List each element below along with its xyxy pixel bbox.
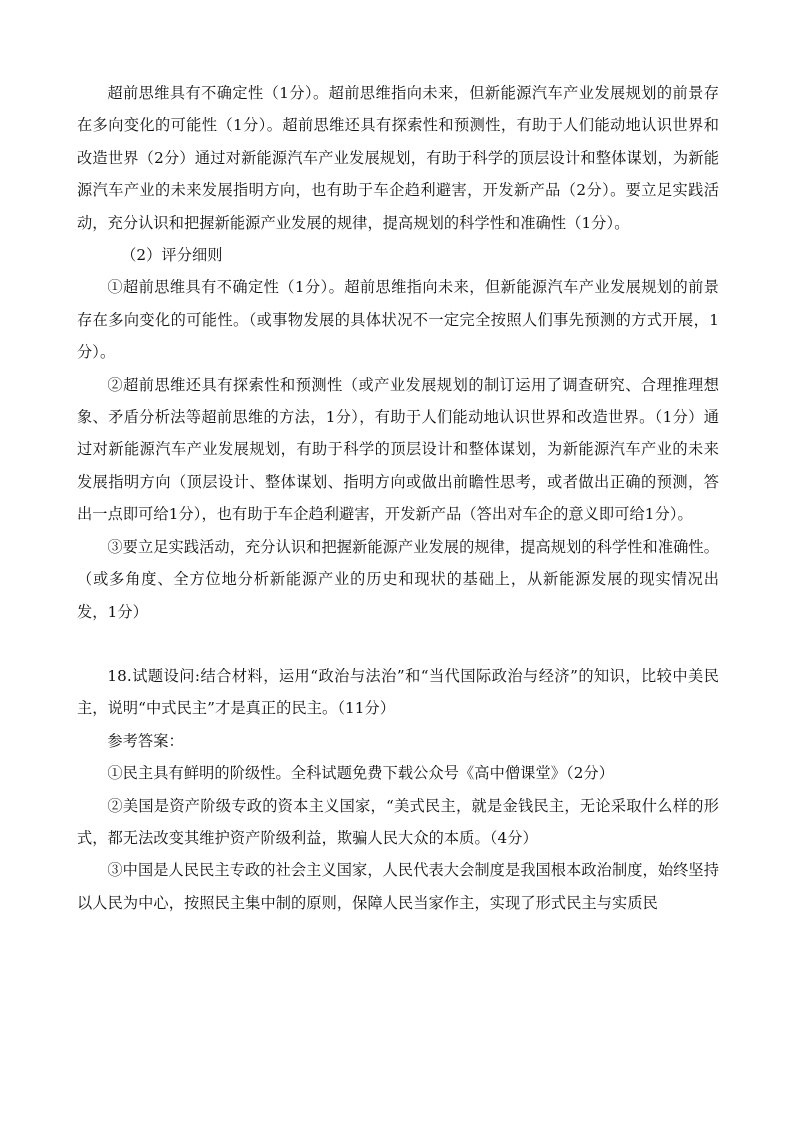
question-18-prompt: 18.试题设问:结合材料，运用“政治与法治”和“当代国际政治与经济”的知识，比较中美民主，说明“中式民主”才是真正的民主。（11分）: [77, 666, 719, 718]
document-body: [77, 77, 719, 919]
answer-point-1: ①民主具有鲜明的阶级性。全科试题免费下载公众号《高中僧课堂》（2分）: [107, 764, 615, 783]
answer-point-3: ③中国是人民民主专政的社会主义国家，人民代表大会制度是我国根本政治制度，始终坚持以人民为中心，按照民主集中制的原则，保障人民当家作主，实现了形式民主与实质民: [77, 861, 719, 912]
paragraph-rule-3: ③要立足实践活动，充分认识和把握新能源产业发展的规律，提高规划的科学性和准确性。（或多角度、全方位地分析新能源产业的历史和现状的基础上，从新能源发展的现实情况出发，1分）: [77, 537, 719, 621]
section-heading-scoring-rules: （2）评分细则: [121, 246, 223, 265]
paragraph-answer-summary: 超前思维具有不确定性（1分）。超前思维指向未来，但新能源汽车产业发展规划的前景存在多向变化的可能性（1分）。超前思维还具有探索性和预测性，有助于人们能动地认识世界和改造世界（2分）通过对新能源汽车产业发展规划，有助于科学的顶层设计和整体谋划，为新能源汽车产业的未来发展指明方向，也有助于车企趋利避害，开发新产品（2分）。要立足实践活动，充分认识和把握新能源产业发展的规律，提高规划的科学性和准确性（1分）。: [77, 84, 719, 232]
paragraph-rule-1: ①超前思维具有不确定性（1分）。超前思维指向未来，但新能源汽车产业发展规划的前景存在多向变化的可能性。（或事物发展的具体状况不一定完全按照人们事先预测的方式开展，1分）。: [77, 278, 719, 362]
paragraph-rule-2: ②超前思维还具有探索性和预测性（或产业发展规划的制订运用了调查研究、合理推理想象、矛盾分析法等超前思维的方法，1分），有助于人们能动地认识世界和改造世界。（1分）通过对新能源汽车产业发展规划，有助于科学的顶层设计和整体谋划，为新能源汽车产业的未来发展指明方向（顶层设计、整体谋划、指明方向或做出前瞻性思考，或者做出正确的预测，答出一点即可给1分），也有助于车企趋利避害，开发新产品（答出对车企的意义即可给1分）。: [77, 375, 719, 524]
answer-point-2: ②美国是资产阶级专政的资本主义国家，“美式民主，就是金钱民主，无论采取什么样的形式，都无法改变其维护资产阶级利益，欺骗人民大众的本质。（4分）: [77, 796, 719, 847]
reference-answer-heading: 参考答案：: [107, 731, 184, 750]
section-spacer: [77, 628, 719, 660]
